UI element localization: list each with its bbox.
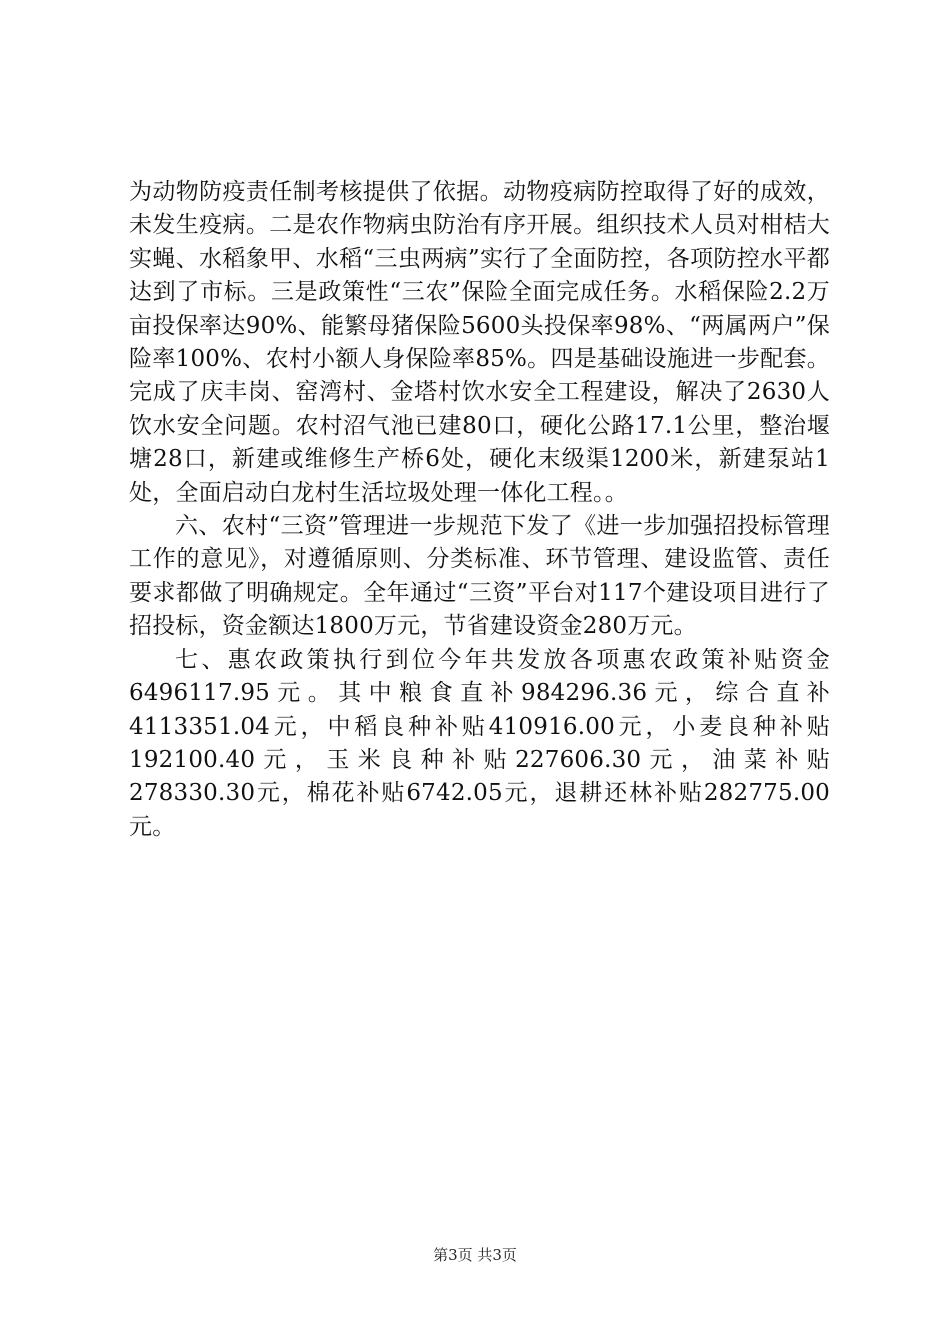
paragraph-3: 七、惠农政策执行到位今年共发放各项惠农政策补贴资金6496117.95元。其中粮食直补984296.36元，综合直补4113351.04元，中稻良种补贴410916.00元，小麦良种补贴192100.40元，玉米良种补贴227606.30元，油菜补贴278330.30元，棉花补贴6742.05元，退耕还林补贴282775.00元。 xyxy=(129,646,830,840)
paragraph-1: 为动物防疫责任制考核提供了依据。动物疫病防控取得了好的成效，未发生疫病。二是农作物病虫防治有序开展。组织技术人员对柑桔大实蝇、水稻象甲、水稻“三虫两病”实行了全面防控，各项防控水平都达到了市标。三是政策性“三农”保险全面完成任务。水稻保险2.2万亩投保率达90%、能繁母猪保险5600头投保率98%、“两属两户”保险率100%、农村小额人身保险率85%。四是基础设施进一步配套。完成了庆丰岗、窑湾村、金塔村饮水安全工程建设，解决了2630人饮水安全问题。农村沼气池已建80口，硬化公路17.1公里，整治堰塘28口，新建或维修生产桥6处，硬化末级渠1200米，新建泵站1处，全面启动白龙村生活垃圾处理一体化工程。。 xyxy=(129,179,830,506)
paragraph-2: 六、农村“三资”管理进一步规范下发了《进一步加强招投标管理工作的意见》，对遵循原则、分类标准、环节管理、建设监管、责任要求都做了明确规定。全年通过“三资”平台对117个建设项目进行了招投标，资金额达1800万元，节省建设资金280万元。 xyxy=(129,513,830,640)
document-body xyxy=(129,176,830,844)
page-number-footer: 第3页 共3页 xyxy=(433,1246,517,1264)
